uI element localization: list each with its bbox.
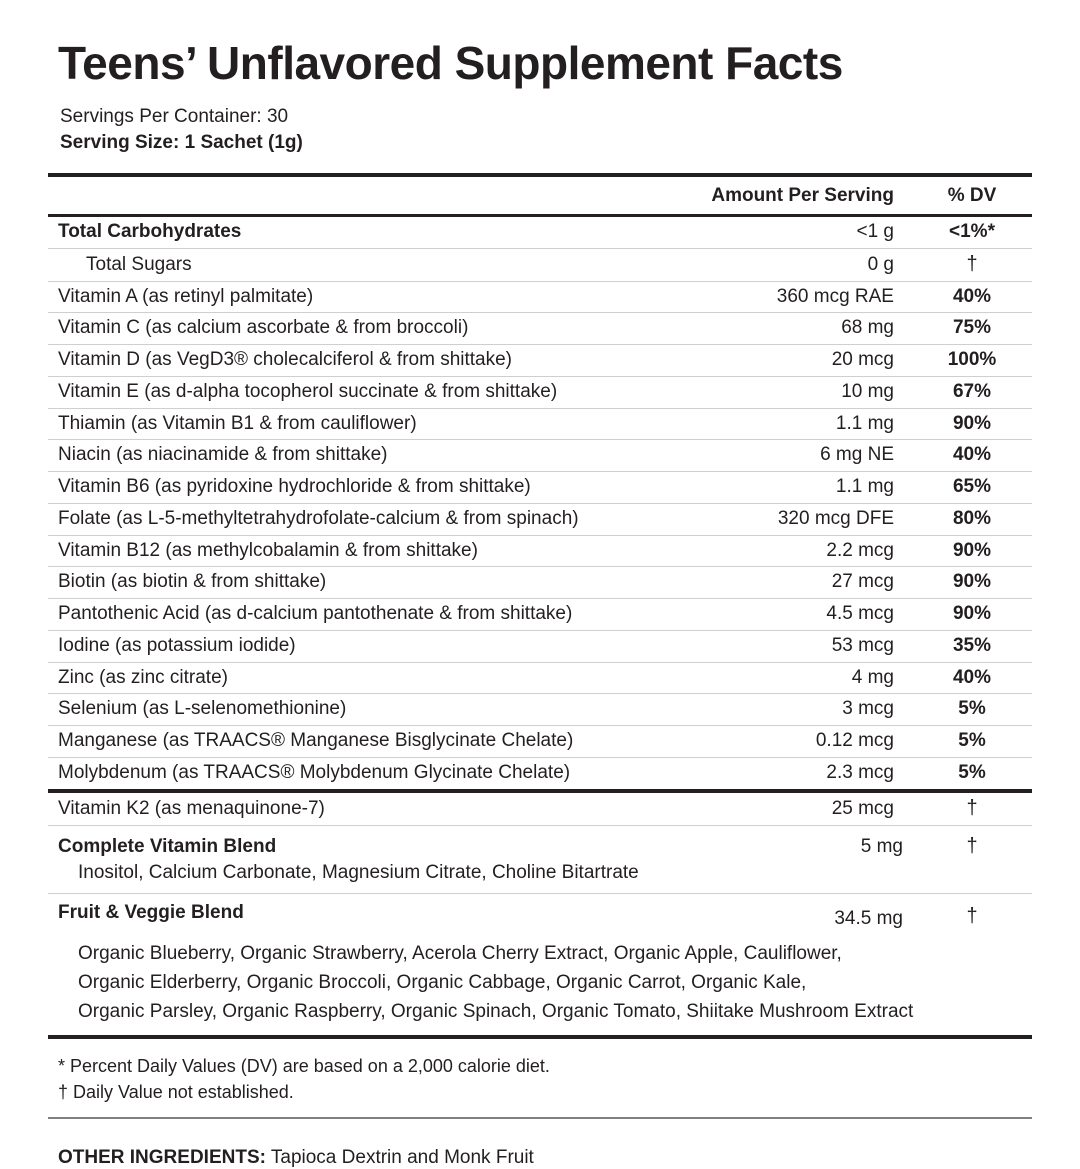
nutrient-amount: 320 mcg DFE [777, 507, 894, 529]
blend-name: Fruit & Veggie Blend [58, 902, 244, 924]
blend-amount: 34.5 mg [834, 908, 903, 930]
nutrient-dv: 65% [952, 476, 992, 498]
nutrient-name: Vitamin B6 (as pyridoxine hydrochloride & from shittake) [58, 476, 531, 498]
blend-dv: † [966, 905, 978, 928]
nutrient-dv: 40% [952, 666, 992, 688]
nutrient-dv: 75% [952, 317, 992, 339]
nutrient-name: Vitamin C (as calcium ascorbate & from broccoli) [58, 317, 469, 339]
nutrient-dv: 100% [947, 349, 997, 371]
nutrient-dv: 90% [952, 539, 992, 561]
table-row [48, 249, 1032, 281]
nutrient-name: Iodine (as potassium iodide) [58, 634, 296, 656]
table-row [48, 631, 1032, 662]
table-row [48, 504, 1032, 535]
other-ingredients-section [48, 1119, 1032, 1169]
nutrient-name: Vitamin A (as retinyl palmitate) [58, 285, 314, 307]
nutrient-amount: 360 mcg RAE [776, 285, 894, 307]
table-row [48, 694, 1032, 725]
blend-ingredient-lines [48, 924, 1032, 1033]
nutrient-amount: <1 g [856, 220, 894, 242]
nutrient-dv: 40% [952, 285, 992, 307]
nutrient-amount: 1.1 mg [835, 412, 894, 434]
blend-ingredient-line: Organic Blueberry, Organic Strawberry, Acerola Cherry Extract, Organic Apple, Cauliflower, [78, 943, 842, 965]
table-row [48, 282, 1032, 313]
nutrient-dv: † [966, 252, 978, 275]
serving-size: Serving Size: 1 Sachet (1g) [60, 131, 303, 153]
nutrient-amount: 27 mcg [831, 571, 894, 593]
nutrient-dv: <1%* [949, 220, 995, 242]
header-amount-per-serving: Amount Per Serving [711, 185, 894, 207]
nutrient-dv: 67% [952, 380, 992, 402]
nutrient-rows-container [48, 217, 1032, 789]
nutrient-amount: 0.12 mcg [815, 730, 894, 752]
blend-name: Complete Vitamin Blend [58, 835, 277, 857]
table-row [48, 377, 1032, 408]
nutrient-name: Selenium (as L-selenomethionine) [58, 698, 347, 720]
nutrient-name: Total Carbohydrates [58, 220, 242, 242]
nutrient-dv: 90% [952, 603, 992, 625]
table-row [48, 726, 1032, 757]
table-row [48, 536, 1032, 567]
nutrient-amount: 25 mcg [831, 797, 894, 819]
nutrient-name: Biotin (as biotin & from shittake) [58, 571, 327, 593]
nutrient-name: Vitamin B12 (as methylcobalamin & from shittake) [58, 539, 478, 561]
table-header-row [48, 177, 1032, 214]
blend-header-row [48, 901, 1032, 930]
nutrient-name: Zinc (as zinc citrate) [58, 666, 228, 688]
table-row [48, 663, 1032, 694]
nutrient-dv: 5% [958, 730, 986, 752]
nutrient-amount: 3 mcg [842, 698, 894, 720]
table-row [48, 472, 1032, 503]
nutrient-dv: 5% [958, 698, 986, 720]
table-row [48, 217, 1032, 248]
blend-ingredients: Inositol, Calcium Carbonate, Magnesium Citrate, Choline Bitartrate [78, 861, 639, 883]
footnote: * Percent Daily Values (DV) are based on a 2,000 calorie diet. [58, 1055, 550, 1076]
nutrient-amount: 53 mcg [831, 634, 894, 656]
header-percent-dv: % DV [947, 185, 997, 207]
nutrient-amount: 2.2 mcg [826, 539, 894, 561]
nutrient-amount: 4 mg [851, 666, 894, 688]
nutrient-name: Vitamin K2 (as menaquinone-7) [58, 797, 325, 819]
other-ingredients-label: OTHER INGREDIENTS: [58, 1147, 266, 1169]
table-row [48, 599, 1032, 630]
nutrient-name: Vitamin D (as VegD3® cholecalciferol & from shittake) [58, 349, 512, 371]
nutrient-name: Folate (as L-5-methyltetrahydrofolate-calcium & from spinach) [58, 507, 579, 529]
nutrient-amount: 6 mg NE [820, 444, 894, 466]
nutrient-amount: 10 mg [841, 380, 894, 402]
nutrient-name: Niacin (as niacinamide & from shittake) [58, 444, 388, 466]
table-row [48, 758, 1032, 789]
nutrient-name: Total Sugars [86, 253, 192, 275]
blend-ingredient-line: Organic Elderberry, Organic Broccoli, Organic Cabbage, Organic Carrot, Organic Kale, [78, 972, 807, 994]
nutrient-name: Thiamin (as Vitamin B1 & from cauliflower) [58, 412, 417, 434]
complete-vitamin-blend-section [48, 826, 1032, 894]
fruit-veggie-blend-section [48, 894, 1032, 1035]
nutrient-dv: † [966, 796, 978, 819]
blend-header-row [48, 835, 1032, 858]
blend-amount: 5 mg [860, 835, 903, 857]
nutrient-dv: 80% [952, 507, 992, 529]
nutrient-dv: 5% [958, 761, 986, 783]
serving-information [48, 86, 1032, 155]
footnotes-container [48, 1039, 1032, 1117]
servings-per-container: Servings Per Container: 30 [60, 106, 289, 127]
nutrient-dv: 40% [952, 444, 992, 466]
table-row [48, 567, 1032, 598]
footnote: † Daily Value not established. [58, 1081, 294, 1102]
nutrient-name: Manganese (as TRAACS® Manganese Bisglycinate Chelate) [58, 730, 574, 752]
nutrient-name: Pantothenic Acid (as d-calcium pantothenate & from shittake) [58, 603, 573, 625]
nutrient-amount: 4.5 mcg [826, 603, 894, 625]
table-row [48, 345, 1032, 376]
page-title: Teens’ Unflavored Supplement Facts [58, 37, 843, 89]
nutrient-dv: 90% [952, 571, 992, 593]
nutrient-name: Molybdenum (as TRAACS® Molybdenum Glycinate Chelate) [58, 761, 571, 783]
table-row [48, 793, 1032, 825]
nutrient-amount: 20 mcg [831, 349, 894, 371]
table-row [48, 409, 1032, 440]
supplement-facts-table [48, 173, 1032, 1169]
nutrient-dv: 35% [952, 634, 992, 656]
nutrient-amount: 1.1 mg [835, 476, 894, 498]
table-row [48, 440, 1032, 471]
other-ingredients-text [58, 1147, 1032, 1169]
nutrient-amount: 2.3 mcg [826, 761, 894, 783]
nutrient-amount: 0 g [867, 253, 894, 275]
blend-dv: † [966, 834, 978, 857]
nutrient-amount: 68 mg [841, 317, 894, 339]
nutrient-dv: 90% [952, 412, 992, 434]
blend-ingredient-line: Organic Parsley, Organic Raspberry, Organic Spinach, Organic Tomato, Shiitake Mushroom Extract [78, 1000, 914, 1022]
nutrient-name: Vitamin E (as d-alpha tocopherol succinate & from shittake) [58, 380, 558, 402]
table-row [48, 313, 1032, 344]
other-ingredients-value: Tapioca Dextrin and Monk Fruit [265, 1147, 534, 1169]
